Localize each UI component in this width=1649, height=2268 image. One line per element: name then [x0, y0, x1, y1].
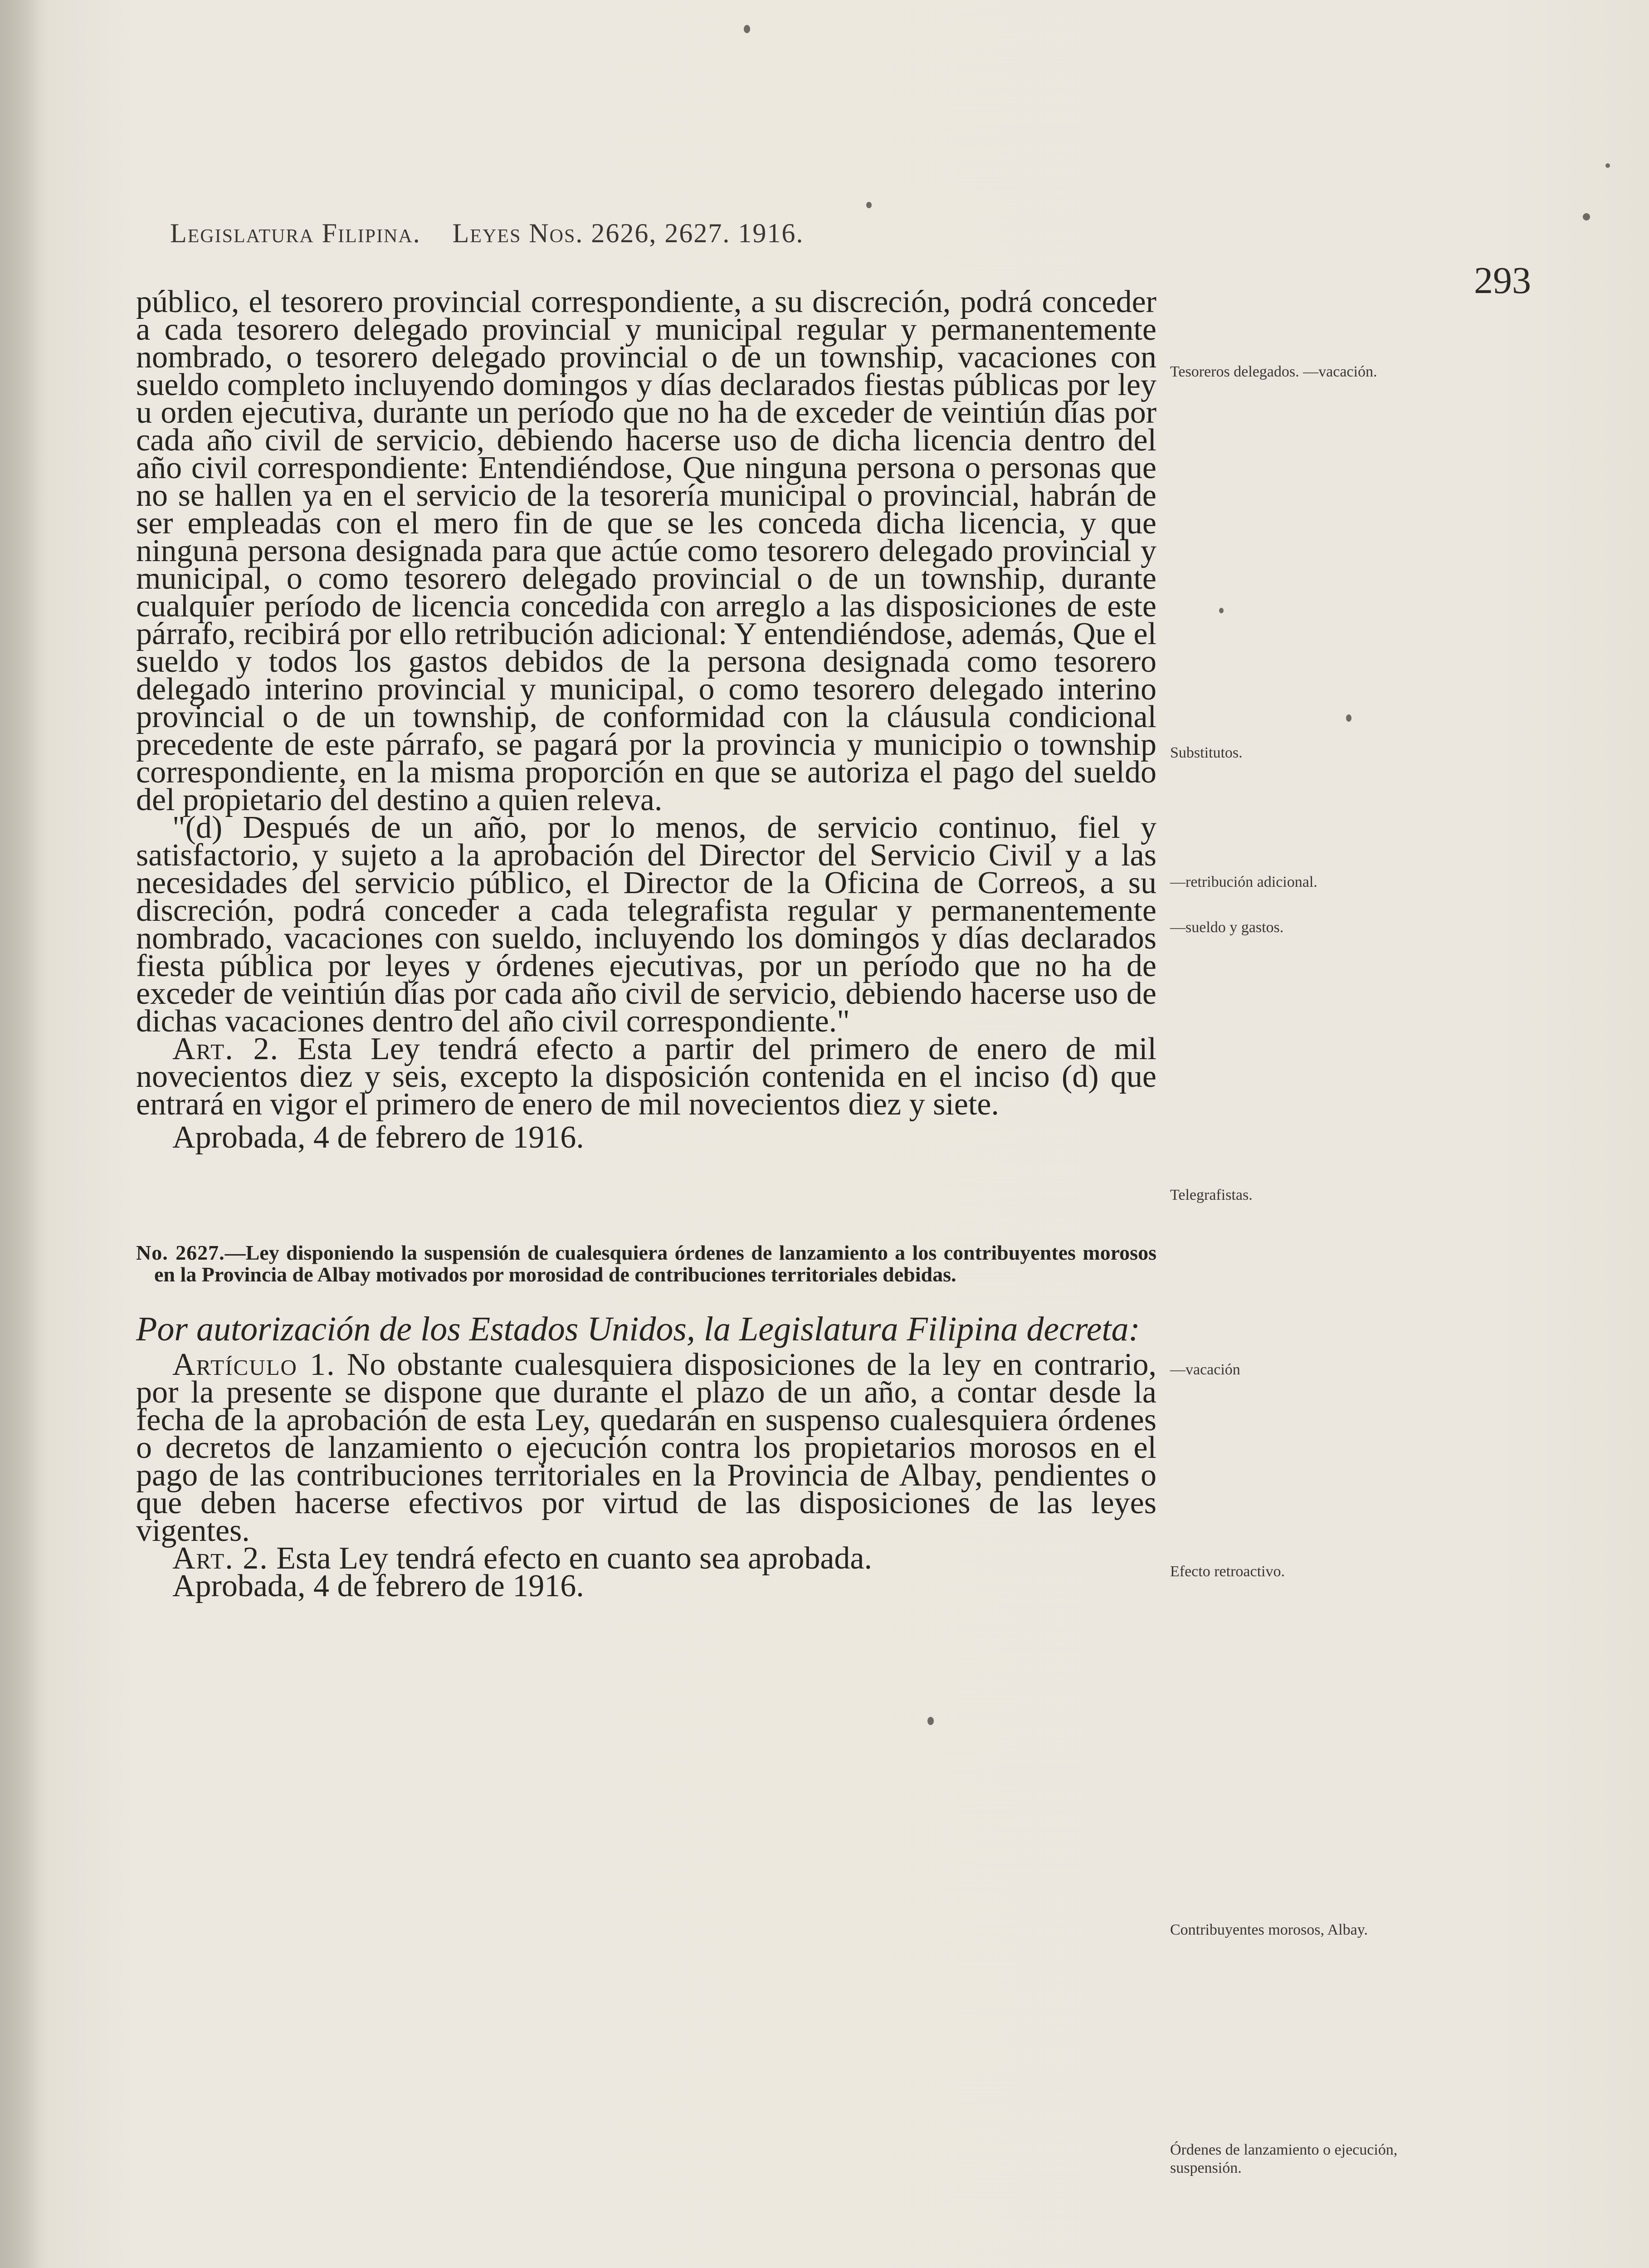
- article-label: Art. 2.: [172, 1541, 268, 1576]
- scan-speck: [1605, 163, 1610, 168]
- scan-speck: [866, 202, 872, 208]
- page-number: 293: [1474, 259, 1531, 302]
- scan-speck: [1219, 608, 1224, 613]
- law-2626-approval: Aprobada, 4 de febrero de 1916.: [172, 1120, 584, 1155]
- law-number: No. 2627.: [136, 1241, 225, 1264]
- law-2627-approval: Aprobada, 4 de febrero de 1916.: [172, 1569, 584, 1603]
- law-2627-article-2: [136, 1541, 1156, 1576]
- margin-note-telegrafistas: Telegrafistas.: [1170, 1187, 1253, 1203]
- running-head-left: Legislatura Filipina.: [170, 218, 421, 248]
- scan-speck: [927, 1717, 934, 1725]
- article-text: Esta Ley tendrá efecto a partir del primero de enero de mil novecientos diez y seis, excepto la disposición contenida en el inciso (d) que entrará en vigor el primero de enero de mil novecientos diez y siete.: [136, 1031, 1156, 1122]
- law-2626-article-2: [136, 1031, 1156, 1122]
- law-2627-article-1: [136, 1347, 1156, 1548]
- margin-note-vacacion: —vacación: [1170, 1361, 1240, 1378]
- main-text-column: [136, 284, 1156, 1603]
- margin-note-sueldo: —sueldo y gastos.: [1170, 919, 1284, 936]
- article-text: No obstante cualesquiera disposiciones de la ley en contrario, por la presente se dispone que durante el plazo de un año, a contar desde la fecha de la aprobación de esta Ley, quedarán en suspenso cualesquiera órdenes o decretos de lanzamiento o ejecución contra los propietarios morosos en el pago de las contribuciones territoriales en la Provincia de Albay, pendientes o que deben hacerse efectivos por virtud de las disposiciones de las leyes vigentes.: [136, 1347, 1156, 1548]
- margin-note-ordenes: Órdenes de lanzamiento o ejecución, suspensión.: [1170, 2141, 1398, 2176]
- law-title-text: —Ley disponiendo la suspensión de cualesquiera órdenes de lanzamiento a los contribuyentes morosos en la Provincia de Albay motivados por morosidad de contribuciones territoriales debidas.: [154, 1241, 1156, 1286]
- margin-note-substitutos: Substitutos.: [1170, 744, 1243, 761]
- scan-speck: [1583, 213, 1590, 220]
- margin-note-contribuyentes: Contribuyentes morosos, Albay.: [1170, 1921, 1368, 1938]
- scan-speck: [1346, 714, 1351, 722]
- law-2626-paragraph-d: "(d) Después de un año, por lo menos, de servicio continuo, fiel y satisfactorio, y sujeto a la aprobación del Director del Servicio Civil y a las necesidades del servicio público, el Director de la Oficina de Correos, a su discreción, podrá conceder a cada telegrafista regular y permanentemente nombrado, vacaciones con sueldo, incluyendo los domingos y días declarados fiesta pública por leyes y órdenes ejecutivas, por un período que no ha de exceder de veintiún días por cada año civil de servicio, debiendo hacerse uso de dichas vacaciones dentro del año civil correspondiente.": [136, 810, 1156, 1039]
- running-head-right: Leyes Nos. 2626, 2627. 1916.: [452, 218, 804, 248]
- running-header: [170, 218, 1213, 249]
- margin-note-retribucion: —retribución adicional.: [1170, 874, 1317, 890]
- article-label: Artículo 1.: [172, 1347, 336, 1382]
- law-2627-title: [136, 1242, 1156, 1286]
- margin-note-efecto: Efecto retroactivo.: [1170, 1563, 1285, 1580]
- binding-shadow: [0, 0, 41, 2268]
- article-text: Esta Ley tendrá efecto en cuanto sea aprobada.: [276, 1541, 872, 1576]
- margin-note-tesoreros: Tesoreros delegados. —vacación.: [1170, 363, 1377, 380]
- scan-speck: [744, 25, 750, 33]
- article-label: Art. 2.: [172, 1031, 279, 1066]
- enacting-clause: Por autorización de los Estados Unidos, la Legislatura Filipina decreta:: [136, 1310, 1140, 1348]
- law-2626-paragraph: público, el tesorero provincial correspondiente, a su discreción, podrá conceder a cada tesorero delegado provincial y municipal regular y permanentemente nombrado, o tesorero delegado provincial o de un township, vacaciones con sueldo completo incluyendo domingos y días declarados fiestas públicas por ley u orden ejecutiva, durante un período que no ha de exceder de veintiún días por cada año civil de servicio, debiendo hacerse uso de dicha licencia dentro del año civil correspondiente: Entendiéndose, Que ninguna persona o personas que no se hallen ya en el servicio de la tesorería municipal o provincial, habrán de ser empleadas con el mero fin de que se les conceda dicha licencia, y que ninguna persona designada para que actúe como tesorero delegado provincial y municipal, o como tesorero delegado provincial o de un township, durante cualquier período de licencia concedida con arreglo a las disposiciones de este párrafo, recibirá por ello retribución adicional: Y entendiéndose, además, Que el sueldo y todos los gastos debidos de la persona designada como tesorero delegado interino provincial y municipal, o como tesorero delegado interino provincial o de un township, de conformidad con la cláusula condicional precedente de este párrafo, se pagará por la provincia y municipio o township correspondiente, en la misma proporción en que se autoriza el pago del sueldo del propietario del destino a quien releva.: [136, 284, 1156, 817]
